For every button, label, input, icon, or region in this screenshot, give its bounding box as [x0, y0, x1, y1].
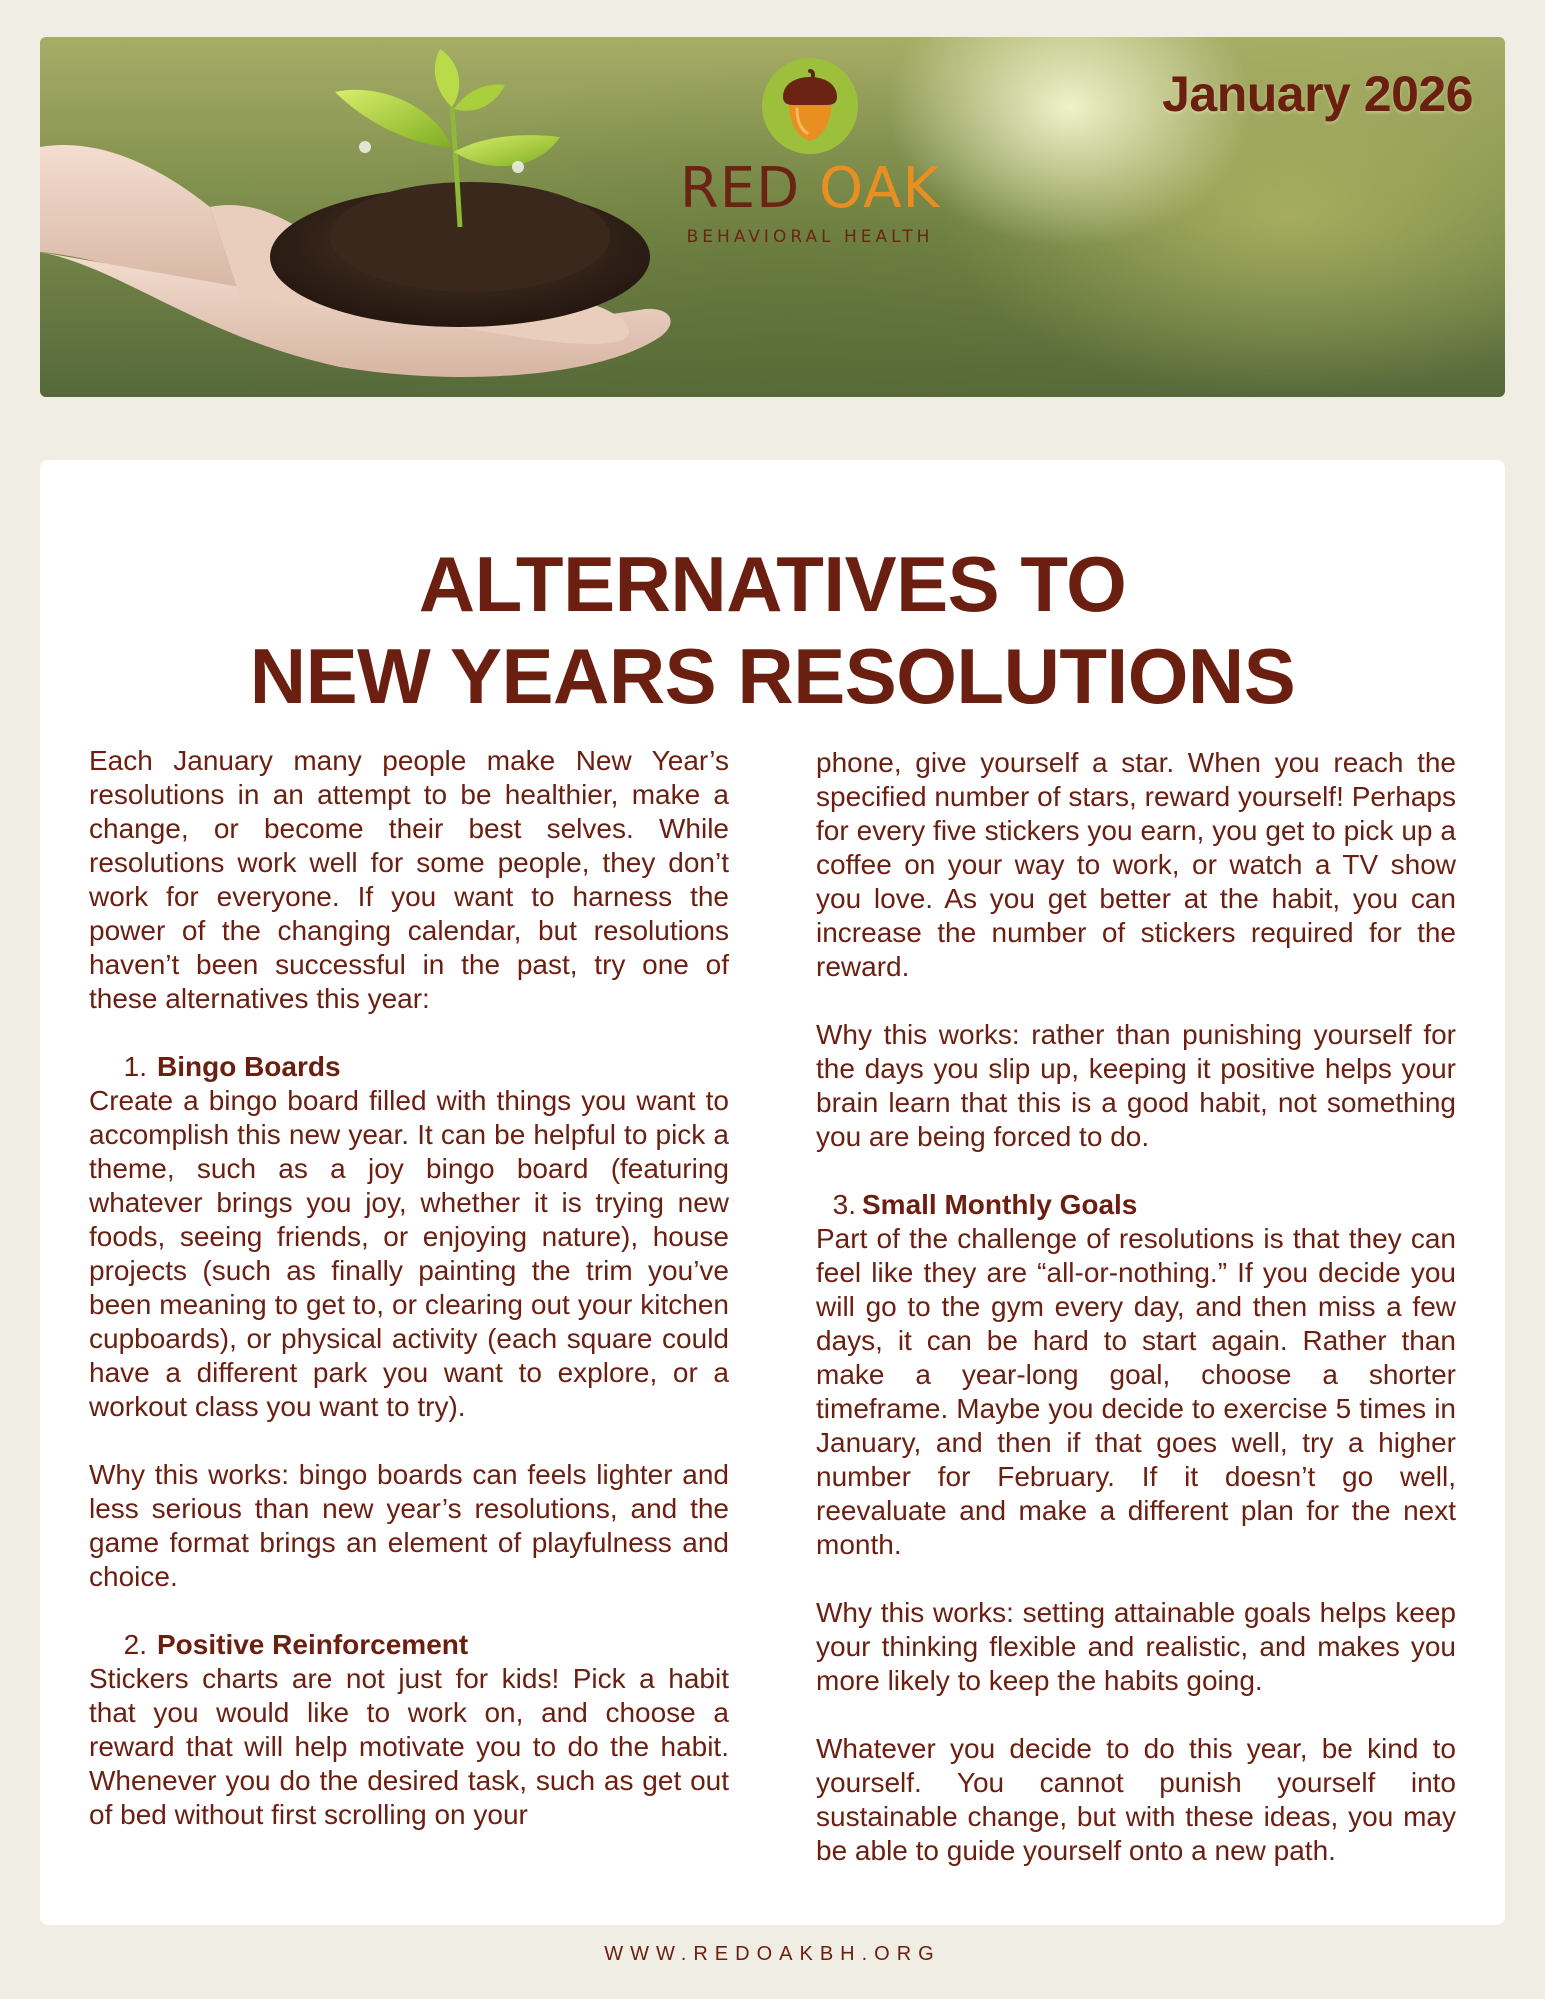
item-heading-text: Positive Reinforcement [157, 1629, 469, 1660]
item-heading [89, 1628, 729, 1662]
acorn-icon [761, 57, 859, 155]
issue-date: January 2026 [1162, 66, 1473, 122]
item-heading [816, 1188, 1456, 1222]
list-item [816, 1188, 1456, 1698]
list-item [89, 1050, 729, 1594]
item-number: 1. [123, 1051, 147, 1082]
item-body-part-2: phone, give yourself a star. When you reach the specified number of stars, reward yourself! Perhaps for every five stickers you earn, you get to pick up a coffee on your way to work, or watch a TV show you love. As you get better at the habit, you can increase the number of stickers required for the reward. [816, 747, 1456, 982]
item-why: Why this works: rather than punishing yourself for the days you slip up, keeping it positive helps your brain learn that this is a good habit, not something you are being forced to do. [816, 1019, 1456, 1152]
item-body-part-1: Stickers charts are not just for kids! Pick a habit that you would like to work on, and choose a reward that will help motivate you to do the habit. Whenever you do the desired task, such as get out of bed without first scrolling on your [89, 1663, 729, 1830]
header-banner [40, 37, 1505, 397]
item-why: Why this works: setting attainable goals helps keep your thinking flexible and realistic, and makes you more likely to keep the habits going. [816, 1597, 1456, 1696]
item-heading-text: Bingo Boards [157, 1051, 341, 1082]
left-column [89, 744, 729, 1832]
logo-subtitle: BEHAVIORAL HEALTH [686, 227, 934, 247]
item-body: Create a bingo board filled with things you want to accomplish this new year. It can be helpful to pick a theme, such as a joy bingo board (featuring whatever brings you joy, whether it is trying new foods, seeing friends, or enjoying nature), house projects (such as finally painting the trim you’ve been meaning to get to, or clearing out your kitchen cupboards), or physical activity (each square could have a different park you want to explore, or a workout class you want to try). [89, 1085, 729, 1422]
item-why: Why this works: bingo boards can feels lighter and less serious than new year’s resolutions, and the game format brings an element of playfulness and choice. [89, 1459, 729, 1592]
title-line-2: NEW YEARS RESOLUTIONS [249, 632, 1296, 720]
item-heading-text: Small Monthly Goals [862, 1189, 1138, 1220]
article-title [40, 538, 1505, 722]
item-number: 2. [123, 1629, 147, 1660]
website-link[interactable]: WWW.REDOAKBH.ORG [604, 1943, 941, 1965]
article-card [40, 460, 1505, 1925]
logo-wordmark [620, 156, 1000, 221]
right-column [816, 746, 1456, 1902]
red-oak-logo [620, 57, 1000, 247]
item-heading [89, 1050, 729, 1084]
item-body: Part of the challenge of resolutions is that they can feel like they are “all-or-nothing.” If you decide you will go to the gym every day, and then miss a few days, it can be hard to start again. Rather than make a year-long goal, choose a shorter timeframe. Maybe you decide to exercise 5 times in January, and then if that goes well, try a higher number for February. If it doesn’t go well, reevaluate and make a different plan for the next month. [816, 1223, 1456, 1560]
logo-wordmark-oak: OAK [819, 156, 941, 221]
list-item [89, 1628, 729, 1832]
intro-paragraph: Each January many people make New Year’s resolutions in an attempt to be healthier, make a change, or become their best selves. While resolutions work well for some people, they don’t work for everyone. If you want to harness the power of the changing calendar, but resolutions haven’t been successful in the past, try one of these alternatives this year: [89, 745, 729, 1014]
logo-wordmark-red: RED [679, 156, 801, 221]
closing-paragraph: Whatever you decide to do this year, be kind to yourself. You cannot punish yourself into sustainable change, but with these ideas, you may be able to guide yourself onto a new path. [816, 1733, 1456, 1866]
title-line-1: ALTERNATIVES TO [418, 540, 1127, 628]
item-number: 3. [832, 1189, 856, 1220]
